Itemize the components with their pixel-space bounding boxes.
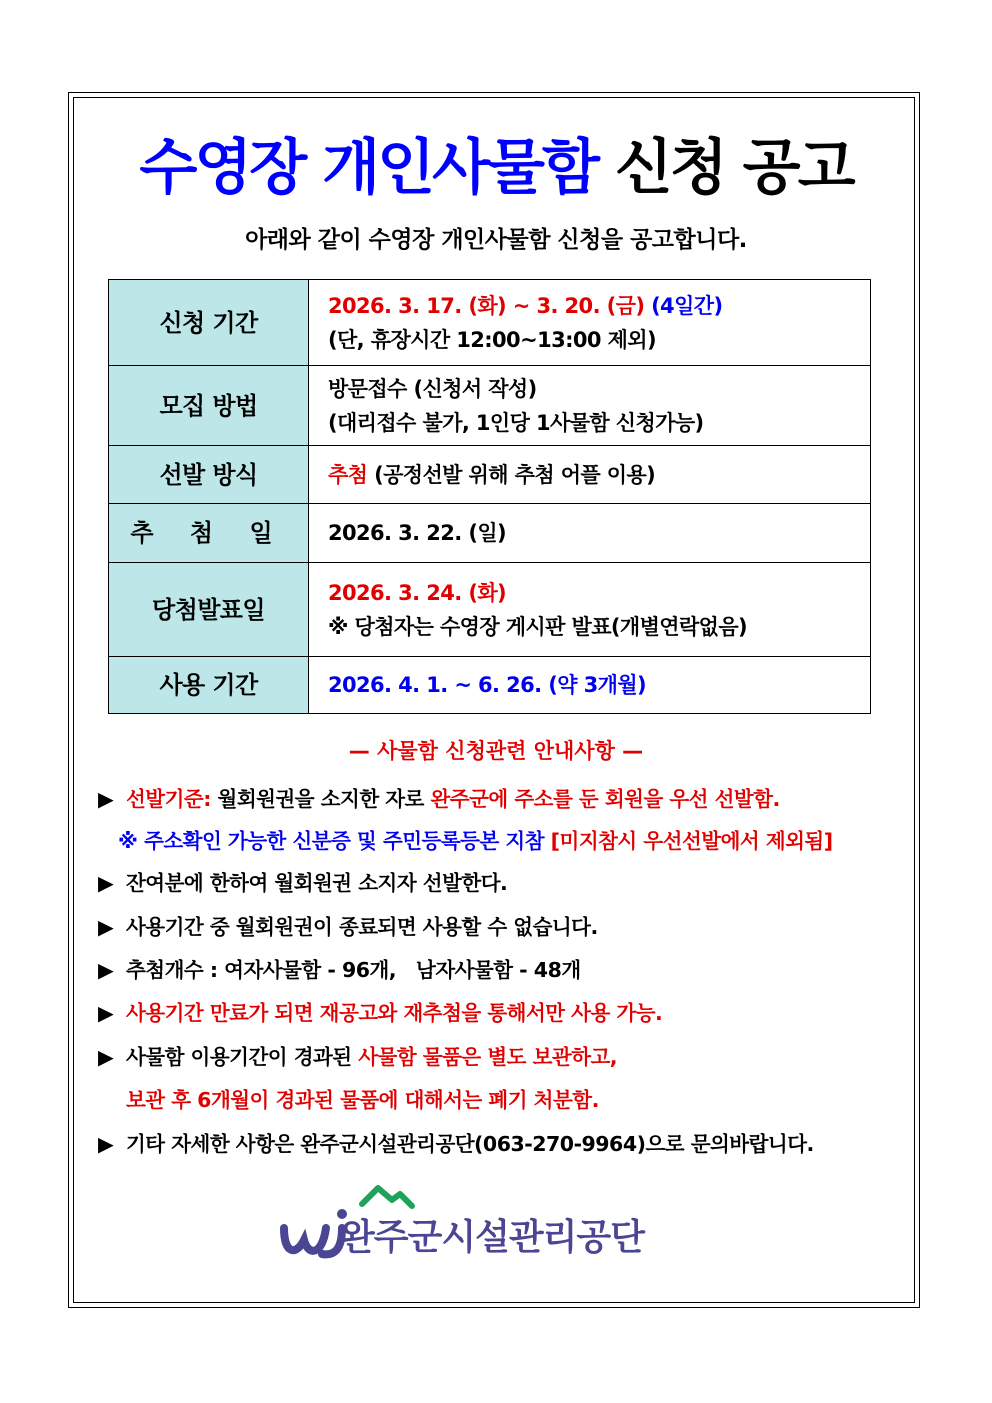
period-dates: 2026. 3. 17. (화) ~ 3. 20. (금): [328, 293, 645, 318]
notice-item: ▶ 사용기간 중 월회원권이 종료되면 사용할 수 없습니다.: [98, 912, 598, 942]
period-days: (4일간): [651, 293, 723, 318]
announce-note: ※ 당첨자는 수영장 게시판 발표(개별연락없음): [328, 614, 748, 639]
notice-item: ▶ 잔여분에 한하여 월회원권 소지자 선발한다.: [98, 868, 507, 898]
row-label: 신청 기간: [109, 280, 309, 366]
period-note: (단, 휴장시간 12:00~13:00 제외): [328, 327, 656, 352]
table-row: [109, 366, 871, 446]
page-title: [0, 128, 992, 208]
bullet-triangle-icon: ▶: [98, 787, 114, 811]
logo-text: 완주군시설관리공단: [340, 1217, 644, 1258]
row-value: [309, 280, 871, 366]
reference-mark-icon: ※: [118, 829, 138, 853]
row-label: 사용 기간: [109, 657, 309, 714]
bullet-triangle-icon: ▶: [98, 958, 114, 982]
method-line1: 방문접수 (신청서 작성): [328, 376, 537, 401]
notice-subitem: ※ 주소확인 가능한 신분증 및 주민등록등본 지참 [미지참시 우선선발에서 제외됨]: [118, 829, 833, 853]
announce-date: 2026. 3. 24. (화): [328, 580, 507, 605]
row-value: [309, 446, 871, 504]
notice-item: ▶ 사물함 이용기간이 경과된 사물함 물품은 별도 보관하고,: [98, 1042, 617, 1072]
table-row: [109, 504, 871, 563]
method-line2: (대리접수 불가, 1인당 1사물함 신청가능): [328, 410, 704, 435]
row-label: 선발 방식: [109, 446, 309, 504]
table-row: [109, 563, 871, 657]
table-row: [109, 280, 871, 366]
row-label: 추 첨 일: [109, 504, 309, 563]
bullet-triangle-icon: ▶: [98, 871, 114, 895]
table-row: [109, 446, 871, 504]
bullet-triangle-icon: ▶: [98, 1001, 114, 1025]
selection-method: 추첨: [328, 462, 368, 487]
bullet-triangle-icon: ▶: [98, 1132, 114, 1156]
row-label: 모집 방법: [109, 366, 309, 446]
notice-item: ▶ 기타 자세한 사항은 완주군시설관리공단(063-270-9964)으로 문의바랍니다.: [98, 1129, 814, 1159]
bullet-triangle-icon: ▶: [98, 915, 114, 939]
notice-item: ▶ 추첨개수 : 여자사물함 - 96개, 남자사물함 - 48개: [98, 955, 581, 985]
notice-item: ▶ 선발기준: 월회원권을 소지한 자로 완주군에 주소를 둔 회원을 우선 선발함.: [98, 784, 780, 814]
notice-heading: — 사물함 신청관련 안내사항 —: [348, 739, 644, 763]
row-value: 2026. 4. 1. ~ 6. 26. (약 3개월): [309, 657, 871, 714]
subtitle: 아래와 같이 수영장 개인사물함 신청을 공고합니다.: [245, 227, 747, 253]
row-value: 2026. 3. 22. (일): [309, 504, 871, 563]
notice-item: ▶ 사용기간 만료가 되면 재공고와 재추첨을 통해서만 사용 가능.: [98, 998, 662, 1028]
row-value: [309, 366, 871, 446]
row-value: [309, 563, 871, 657]
title-black: 신청 공고: [614, 133, 853, 203]
row-label: 당첨발표일: [109, 563, 309, 657]
organization-logo: [278, 1184, 698, 1264]
notice-item-continued: 보관 후 6개월이 경과된 물품에 대해서는 폐기 처분함.: [126, 1088, 599, 1112]
table-row: [109, 657, 871, 714]
title-blue: 수영장 개인사물함: [139, 133, 597, 203]
selection-note: (공정선발 위해 추첨 어플 이용): [374, 462, 656, 487]
info-table: [108, 279, 871, 714]
bullet-triangle-icon: ▶: [98, 1045, 114, 1069]
